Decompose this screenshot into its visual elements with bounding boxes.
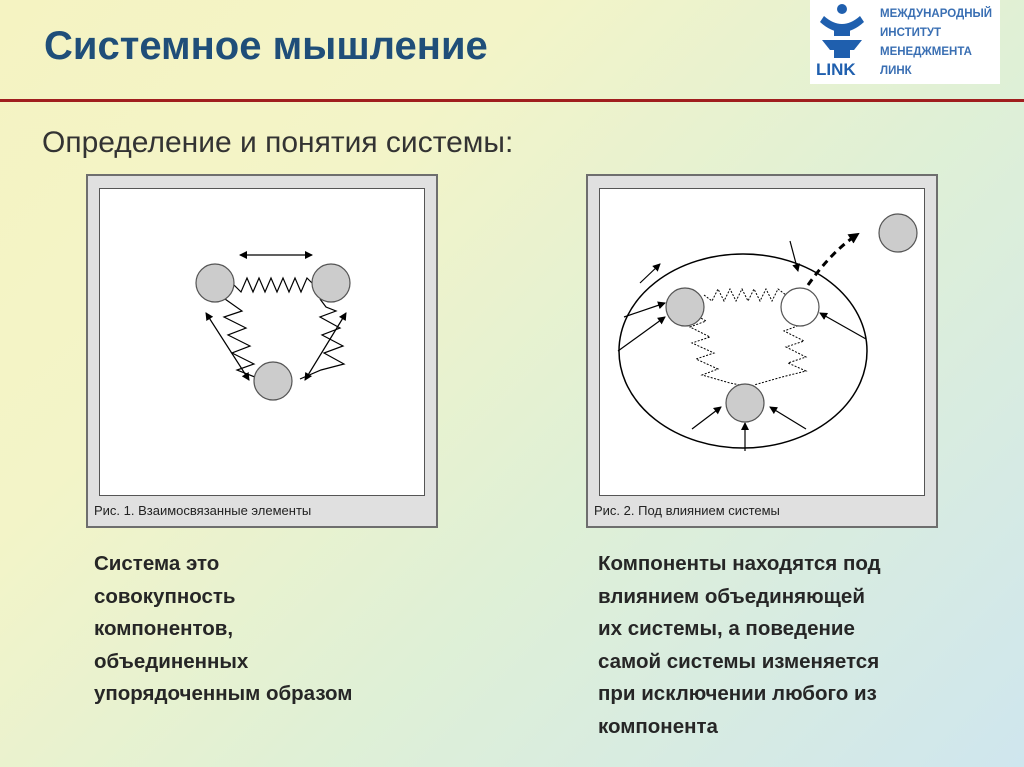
component-node [666,288,704,326]
title-divider [0,99,1024,102]
text-line: при исключении любого из [598,682,877,705]
logo-line: МЕЖДУНАРОДНЫЙ [880,8,993,20]
figure-caption: Рис. 2. Под влиянием системы [594,503,780,518]
excluded-component-node [879,214,917,252]
exit-arrow [808,234,858,285]
influence-arrow [790,241,798,271]
text-line: самой системы изменяется [598,649,880,673]
logo-text [880,5,1000,81]
text-line: совокупность [94,584,236,608]
influence-arrow [640,264,660,283]
institute-logo [810,0,1000,84]
logo-brand: LINK [816,60,856,79]
arrow-link [206,313,249,380]
text-line: влиянием объединяющей [598,584,865,608]
figure-canvas [599,188,925,496]
text-line: Система это [94,552,220,575]
text-line: компонентов, [94,617,234,640]
system-definition-text [94,548,352,711]
component-node [726,384,764,422]
slide-subtitle: Определение и понятия системы: [42,126,514,159]
figure-interconnected-elements [86,174,438,528]
logo-line: ЛИНК [880,65,912,77]
spring-link [690,313,740,385]
figure-caption: Рис. 1. Взаимосвязанные элементы [94,503,312,518]
element-node [254,362,292,400]
spring-link [300,299,344,379]
figure-canvas [99,188,425,496]
text-line: объединенных [94,649,249,673]
text-line: упорядоченным образом [94,682,353,705]
slide-title: Системное мышление [44,24,488,68]
interconnected-elements-diagram [100,189,426,497]
arrow-link [305,313,346,380]
influence-arrow [692,407,721,429]
spring-link [233,278,313,292]
spring-link [704,289,786,301]
system-influence-text [598,548,881,743]
influence-arrow [770,407,806,429]
text-line: компонента [598,714,718,738]
element-node [312,264,350,302]
system-influence-diagram [600,189,926,497]
logo-line: МЕНЕДЖМЕНТА [880,46,972,58]
link-logo-icon [814,2,874,64]
logo-line: ИНСТИТУТ [880,27,942,39]
figure-system-influence [586,174,938,528]
text-line: их системы, а поведение [598,617,855,640]
text-line: Компоненты находятся под [598,552,881,575]
removed-component-node [781,288,819,326]
element-node [196,264,234,302]
